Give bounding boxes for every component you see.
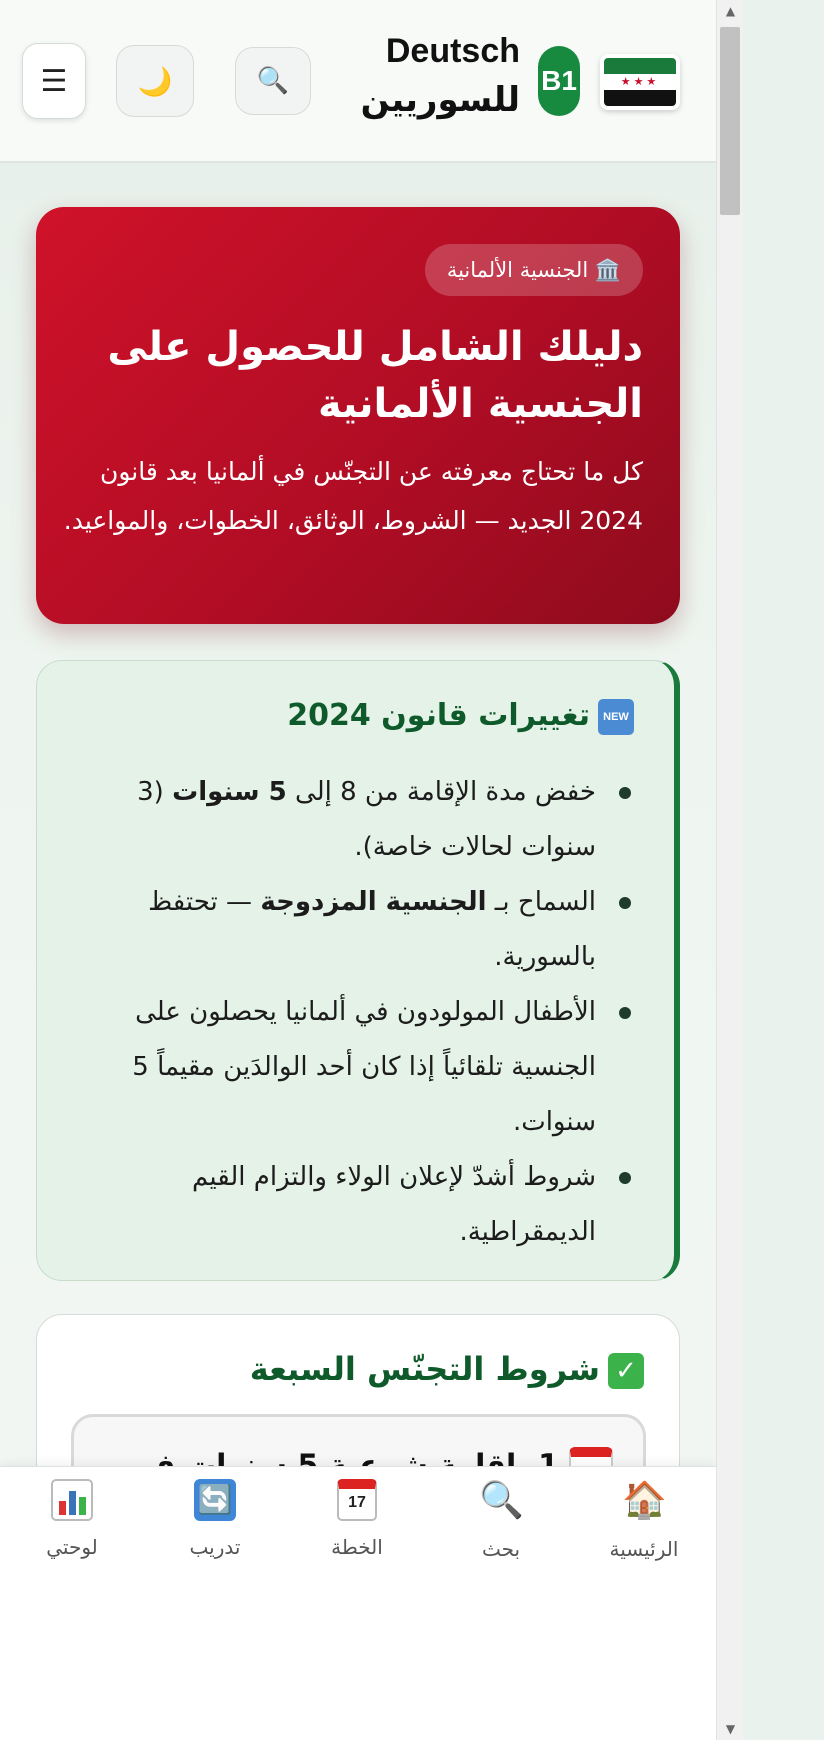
law-changes-card [36, 660, 680, 1281]
calendar-icon: 17 [337, 1479, 377, 1521]
scrollbar-thumb[interactable] [720, 27, 740, 215]
bullet-icon [619, 787, 631, 799]
repeat-icon: 🔄 [194, 1479, 236, 1521]
search-icon: 🔍 [479, 1480, 524, 1521]
conditions-title-row [250, 1345, 644, 1393]
bank-icon: 🏛️ [594, 258, 621, 282]
nav-plan[interactable] [302, 1479, 412, 1559]
changes-title-row [287, 694, 634, 738]
new-icon: NEW [598, 699, 634, 735]
scroll-up-icon[interactable]: ▲ [725, 4, 736, 18]
nav-label: الرئيسية [609, 1537, 679, 1561]
bullet-icon [619, 1172, 631, 1184]
nav-label: تدريب [189, 1535, 241, 1559]
flag-stars: ★★★ [604, 74, 676, 90]
scroll-down-icon[interactable]: ▼ [725, 1722, 736, 1736]
brand-line-2: للسوريين [360, 80, 520, 120]
menu-button[interactable] [22, 43, 86, 119]
level-badge: B1 [538, 46, 580, 116]
list-item: السماح بـ الجنسية المزدوجة — تحتفظ بالسورية. [59, 875, 634, 985]
hamburger-icon: ☰ [40, 63, 68, 99]
conditions-title: شروط التجنّس السبعة [249, 1350, 600, 1388]
list-item: الأطفال المولودون في ألمانيا يحصلون على الجنسية تلقائياً إذا كان أحد الوالدَين مقيماً 5 سنوات. [59, 985, 634, 1150]
changes-list [59, 765, 634, 1260]
nav-label: الخطة [331, 1535, 383, 1559]
vertical-scrollbar[interactable] [716, 0, 743, 1740]
nav-search[interactable] [446, 1479, 556, 1561]
bar-chart-icon [51, 1479, 93, 1521]
bullet-icon [619, 1007, 631, 1019]
nav-label: لوحتي [46, 1535, 98, 1559]
search-icon: 🔍 [256, 66, 290, 96]
search-button[interactable] [235, 47, 311, 115]
list-item: شروط أشدّ لإعلان الولاء والتزام القيم الديمقراطية. [59, 1150, 634, 1260]
bullet-icon [619, 897, 631, 909]
nav-dashboard[interactable] [17, 1479, 127, 1559]
list-item: خفض مدة الإقامة من 8 إلى 5 سنوات (3 سنوات لحالات خاصة). [59, 765, 634, 875]
site-brand[interactable] [361, 28, 520, 126]
nav-home[interactable] [589, 1479, 699, 1561]
changes-title: تغييرات قانون 2024 [287, 698, 590, 733]
hero-card [36, 207, 680, 624]
moon-icon: 🌙 [137, 64, 173, 98]
dark-mode-toggle[interactable] [116, 45, 194, 117]
brand-line-1: Deutsch [385, 32, 520, 70]
hero-title: دليلك الشامل للحصول على الجنسية الألمانية [107, 324, 643, 427]
nav-label: بحث [481, 1537, 521, 1561]
top-header [0, 0, 716, 163]
bottom-navigation [0, 1466, 716, 1740]
hero-chip-label: الجنسية الألمانية [446, 258, 589, 282]
house-icon: 🏠 [622, 1480, 667, 1521]
syrian-flag-icon [600, 54, 680, 110]
check-icon: ✓ [608, 1353, 644, 1389]
nav-training[interactable] [160, 1479, 270, 1559]
hero-chip [425, 244, 643, 296]
hero-description: كل ما تحتاج معرفته عن التجنّس في ألمانيا بعد قانون 2024 الجديد — الشروط، الوثائق، الخطوات، والمواعيد. [63, 457, 643, 535]
